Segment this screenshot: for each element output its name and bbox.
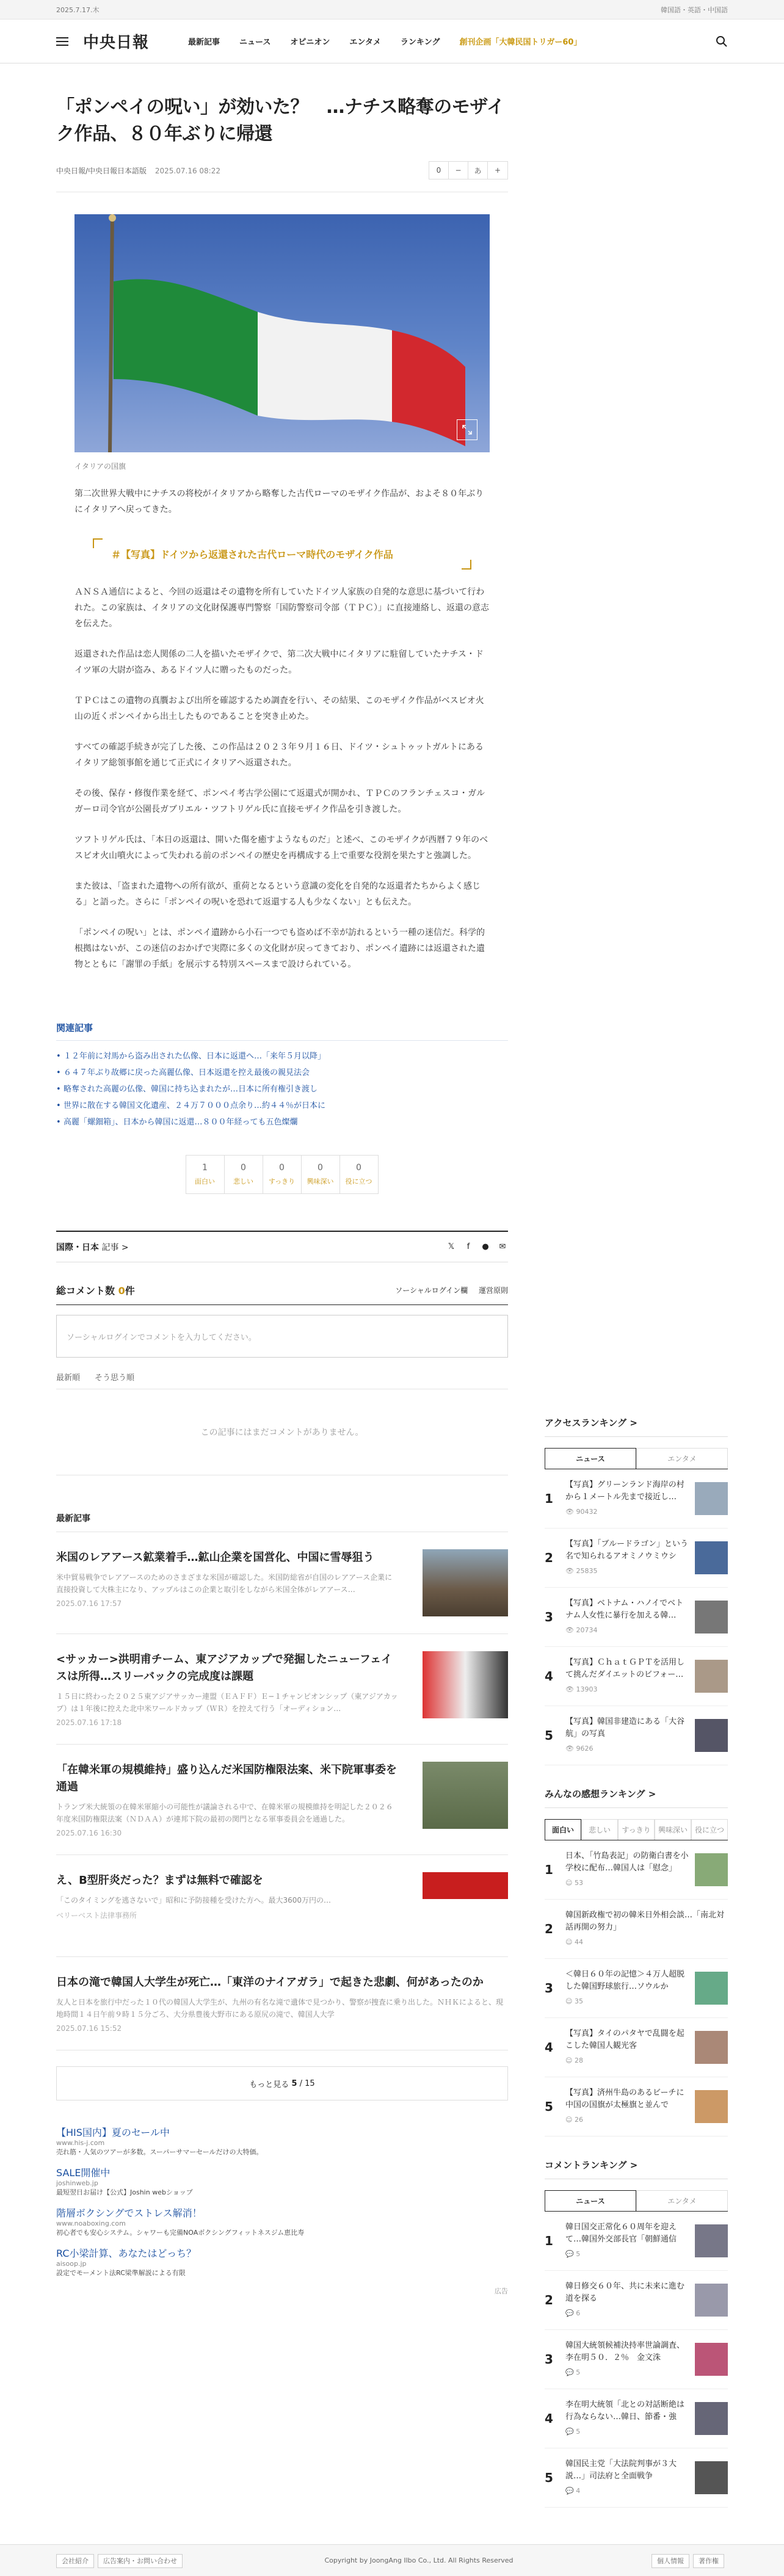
tab-interesting[interactable]: 興味深い: [655, 1819, 691, 1840]
ranking-item[interactable]: 1 日本、「竹島表記」の防衛白書を小学校に配布…韓国人は「慰念」 ☺ 53: [545, 1840, 728, 1900]
nav-ranking[interactable]: ランキング: [400, 38, 440, 47]
related-link[interactable]: • 略奪された高麗の仏像、韓国に持ち込まれたが…日本に所有権引き渡し: [56, 1081, 508, 1098]
site-header: [0, 20, 784, 63]
search-icon[interactable]: [716, 35, 728, 48]
article-paragraph: 返還された作品は恋人関係の二人を描いたモザイクで、第二次大戦中にイタリアに駐留していたナチス・ドイツ軍の大尉が盗み、あるドイツ人に贈ったものだった。: [74, 649, 484, 675]
tab-sad[interactable]: 悲しい: [581, 1819, 618, 1840]
ranking-item[interactable]: 5 【写真】韓国非建造にある「大谷航」の写真 👁 9626: [545, 1706, 728, 1765]
story-summary: 「このタイミングを逃さないで」昭和に予防接種を受けた方へ。最大3600万円の…: [56, 1896, 332, 1905]
story-date: 2025.07.16 16:30: [56, 1829, 122, 1837]
story-title[interactable]: <サッカー>洪明甫チーム、東アジアカップで発掘したニューフェイスは所得…スリーバックの完成度は課題: [56, 1653, 393, 1683]
article-datetime: 2025.07.16 08:22: [154, 166, 220, 175]
comment-count: 0: [118, 1285, 125, 1297]
language-links[interactable]: 韓国語・英語・中国語: [661, 5, 728, 14]
story-thumbnail[interactable]: [423, 1651, 508, 1718]
date-text: 2025.7.17.木: [56, 5, 100, 14]
article-paragraph: ＡＮＳＡ通信によると、今回の返還はその遺物を所有していたドイツ人家族の自発的な意思に基づいて行われた。この家族は、イタリアの文化財保護専門警察「国防警察司令部（ＴＰＣ）」に直接連絡し、返還の意志を伝えた。: [74, 587, 489, 629]
site-logo[interactable]: 中央日報: [83, 34, 150, 52]
ranking-item[interactable]: 1 韓日国交正常化６０周年を迎えて…韓国外交部長官「朝鮮通信 💬 5: [545, 2212, 728, 2271]
like-button[interactable]: [429, 162, 449, 179]
italian-flag-image: [74, 214, 490, 452]
nav-opinion[interactable]: オピニオン: [290, 38, 330, 47]
rules-link[interactable]: 運営原則: [478, 1286, 508, 1295]
story-item[interactable]: [56, 1634, 508, 1745]
story-item[interactable]: [56, 1745, 508, 1855]
article-lead: 第二次世界大戦中にナチスの将校がイタリアから略奪した古代ローマのモザイク作品が、およそ８０年ぶりにイタリアへ戻ってきた。: [74, 489, 484, 515]
reaction-interesting[interactable]: 0 興味深い: [301, 1155, 340, 1194]
text-ad[interactable]: SALE開催中 joshinweb.jp 最短翌日お届け【公式】Joshin webショップ: [56, 2167, 193, 2196]
related-link[interactable]: • ６４７年ぶり故郷に戻った高麗仏像、日本返還を控え最後の親見法会: [56, 1065, 508, 1081]
related-link[interactable]: • 高麗「螺鈿箱」、日本から韓国に返還…８００年経っても五色燦爛: [56, 1114, 508, 1131]
more-total: 15: [305, 2079, 315, 2088]
tab-funny[interactable]: 面白い: [545, 1819, 581, 1840]
article: [56, 63, 508, 2508]
ranking-item[interactable]: 2 【写真】「ブルードラゴン」という名で知られるアオミノウミウシ 👁 25835: [545, 1529, 728, 1588]
article-paragraph: ツフトリゲル氏は、「本日の返還は、開いた傷を癒すようなものだ」と述べ、このモザイクが西暦７９年のベスビオ火山噴火によって失われる前のポンペイの歴史を再構成する上で重要な役割を果たすと強調した。: [74, 835, 488, 861]
article-paragraph: その後、保存・修復作業を経て、ポンペイ考古学公園にて返還式が開かれ、ＴＰＣのフランチェスコ・ガルガーロ司令官が公園長ガブリエル・ツフトリゲル氏に直接モザイク作品を引き渡した。: [74, 789, 485, 814]
comment-input[interactable]: [56, 1315, 508, 1358]
nav-latest[interactable]: 最新記事: [188, 38, 220, 47]
footer-about[interactable]: 会社紹介: [56, 2554, 94, 2568]
ranking-item[interactable]: 3 ＜韓日６０年の記憶＞４万人超脱した韓国野球旅行…ソウルか ☺ 35: [545, 1959, 728, 2018]
story-thumbnail[interactable]: [423, 1762, 508, 1829]
story-sponsor: ベリーベスト法律事務所: [56, 1911, 137, 1920]
article-title: 「ポンペイの呪い」が効いた？ …ナチス略奪のモザイク作品、８０年ぶりに帰還: [56, 96, 505, 145]
reaction-buttons: [56, 1155, 508, 1194]
footer-copyright[interactable]: 著作権: [693, 2554, 724, 2568]
story-item[interactable]: [56, 1957, 508, 2050]
byline: [56, 161, 508, 192]
reaction-refreshing[interactable]: 0 すっきり: [263, 1155, 302, 1194]
main-content: [0, 63, 784, 2508]
story-summary: １５日に終わった２０２５東アジアサッカー連盟（ＥＡＦＦ）Ｅ−１チャンピオンシップ（東アジアカップ）は１年後に控えた北中米ワールドカップ（ＷＲ）を控えて行う「オーディション…: [56, 1692, 398, 1713]
story-summary: 米中貿易戦争でレアアースのためのさまざまな米国が確認した。米国防総省が自国のレアアース企業に直接投資して大株主になり、アップルはこの企業と取引をしながら米国全体がレアアース…: [56, 1573, 393, 1594]
ranking-item[interactable]: 2 韓国新政権で初の韓米日外相会談…「南北対話再開の努力」 ☺ 44: [545, 1900, 728, 1959]
copyright: Copyright by JoongAng Ilbo Co., Ltd. All Rights Reserved: [324, 2556, 514, 2564]
article-paragraph: ＴＰＣはこの遺物の真贋および出所を確認するため調査を行い、その結果、このモザイク作品がベスビオ火山の近くポンペイから出土したものであることを突き止めた。: [74, 696, 484, 722]
story-date: 2025.07.16 17:57: [56, 1599, 122, 1608]
related-articles: [56, 1021, 508, 1131]
article-author: 中央日報/中央日報日本語版: [56, 166, 147, 175]
ranking-item[interactable]: 4 【写真】ＣｈａｔＧＰＴを活用して挑んだダイエットのビフォー… 👁 13903: [545, 1647, 728, 1706]
ranking-item[interactable]: 2 韓日修交６０年、共に未来に進む道を探る 💬 6: [545, 2271, 728, 2330]
ranking-item[interactable]: 5 韓国民主党「大法院判事が３大説…」司法府と全面戦争 💬 4: [545, 2448, 728, 2508]
footer-ads[interactable]: 広告案内・お問い合わせ: [98, 2554, 183, 2568]
story-date: 2025.07.16 15:52: [56, 2024, 122, 2033]
category-name[interactable]: 国際・日本: [56, 1242, 99, 1253]
share-icons: [446, 1242, 508, 1253]
related-title: 関連記事: [56, 1021, 508, 1041]
ranking-item[interactable]: 3 韓国大統領候補決持率世論調査、李在明５０．２％ 金文洙 💬 5: [545, 2330, 728, 2389]
font-decrease-icon[interactable]: −: [449, 162, 468, 179]
text-ad[interactable]: 【HIS国内】夏のセール中 www.his-j.com 売れ筋・人気のツアーが多数。スーパーサマーセールだけの大特価。: [56, 2127, 263, 2156]
text-ad[interactable]: 階層ボクシングでストレス解消！ www.noaboxing.com 初心者でも安心システム。シャワーも完備NOAボクシングフィットネスジム恵比寿: [56, 2207, 305, 2237]
article-paragraph: また彼は、「盗まれた遺物への所有欲が、重荷となるという意識の変化を自発的な返還者たちからよく感じる」と語った。さらに「ポンペイの呪いを恐れて返還する人も少なくない」とも伝えた。: [74, 881, 481, 907]
more-page: 5: [291, 2079, 297, 2088]
tab-news[interactable]: ニュース: [545, 1448, 636, 1469]
category-suffix[interactable]: 記事 >: [101, 1242, 129, 1253]
story-thumbnail[interactable]: [423, 1549, 508, 1616]
line-share-icon[interactable]: ●: [482, 1242, 489, 1251]
reaction-funny[interactable]: 1 面白い: [186, 1155, 225, 1194]
story-date: 2025.07.16 17:18: [56, 1718, 122, 1727]
story-title[interactable]: 「在韓米軍の規模維持」盛り込んだ米国防権限法案、米下院軍事委を通過: [56, 1764, 397, 1793]
comment-ranking: [545, 2158, 728, 2508]
tab-entertainment[interactable]: エンタメ: [636, 2190, 728, 2211]
ranking-item[interactable]: 4 【写真】タイのパタヤで乱闘を起こした韓国人観光客 ☺ 28: [545, 2018, 728, 2077]
article-body: [56, 214, 508, 972]
hamburger-menu-icon[interactable]: [56, 37, 68, 46]
comment-sort: [56, 1371, 508, 1389]
reaction-useful[interactable]: 0 役に立つ: [339, 1155, 379, 1194]
ranking-item[interactable]: 4 李在明大統領「北との対話断絶は行為ならない…韓日、節番・強 💬 5: [545, 2389, 728, 2448]
footer-privacy[interactable]: 個人情報: [652, 2554, 689, 2568]
article-paragraph: すべての確認手続きが完了した後、この作品は２０２３年９月１６日、ドイツ・シュトゥットガルトにあるイタリア総領事館を通じて正式にイタリアへ返還された。: [74, 742, 484, 768]
comment-unit: 件: [125, 1285, 135, 1297]
ad-label: 広告: [495, 2287, 508, 2295]
comment-count-label: 総コメント数: [56, 1285, 115, 1297]
access-ranking-title[interactable]: アクセスランキング >: [545, 1416, 728, 1437]
ranking-item[interactable]: 5 【写真】済州牛島のあるビーチに中国の国旗が太極旗と並んで ☺ 26: [545, 2077, 728, 2136]
category-bar: [56, 1231, 508, 1262]
like-count: 0: [436, 166, 441, 175]
font-increase-icon[interactable]: +: [494, 166, 501, 175]
nav-special-feature[interactable]: 創刊企画「大韓民国トリガー60」: [459, 38, 582, 47]
tab-refreshing[interactable]: すっきり: [618, 1819, 655, 1840]
feeling-ranking: [545, 1787, 728, 2136]
sidebar: [545, 63, 728, 2508]
font-size-label[interactable]: あ: [468, 162, 488, 179]
article-photo[interactable]: [74, 214, 490, 452]
tab-news[interactable]: ニュース: [545, 2190, 636, 2211]
ad-story-item[interactable]: [56, 1855, 508, 1957]
comment-header: [56, 1283, 508, 1305]
story-title[interactable]: え、B型肝炎だった？まずは無料で確認を: [56, 1874, 263, 1887]
related-link[interactable]: • １２年前に対馬から盗み出された仏像、日本に返還へ…「来年５月以降」: [56, 1048, 508, 1065]
comment-ranking-title[interactable]: コメントランキング >: [545, 2158, 728, 2179]
nav-entertainment[interactable]: エンタメ: [349, 38, 381, 47]
ad-thumbnail[interactable]: [423, 1872, 508, 1939]
tab-entertainment[interactable]: エンタメ: [636, 1448, 728, 1469]
comment-placeholder: ソーシャルログインでコメントを入力してください。: [67, 1333, 256, 1342]
facebook-share-icon[interactable]: f: [466, 1242, 470, 1251]
text-ads: [56, 2125, 508, 2296]
article-paragraph: 「ポンペイの呪い」とは、ポンペイ遺跡から小石一つでも盗めば不幸が訪れるという一種の迷信だ。科学的根拠はないが、この迷信のおかげで実際に多くの文化財が戻ってきており、ポンペイ遺跡には返還された遺物とともに「謝罪の手紙」を展示する特別スペースまで設けられている。: [74, 928, 485, 969]
story-title[interactable]: 日本の滝で韓国人大学生が死亡…「東洋のナイアガラ」で起きた悲劇、何があったのか: [56, 1976, 484, 1989]
tab-useful[interactable]: 役に立つ: [691, 1819, 728, 1840]
sort-agree[interactable]: そう思う順: [95, 1373, 135, 1383]
related-link[interactable]: • 世界に散在する韓国文化遺産、２４万７０００点余り…約４４％が日本に: [56, 1098, 508, 1114]
story-summary: トランプ米大統領の在韓米軍縮小の可能性が議論される中で、在韓米軍の規模維持を明記した２０２６年度米国防権限法案（ＮＤＡＡ）が連邦下院の最初の関門となる軍事委員会を通過した。: [56, 1803, 393, 1823]
feeling-ranking-title[interactable]: みんなの感想ランキング >: [545, 1787, 728, 1808]
story-item[interactable]: [56, 1532, 508, 1634]
text-ad[interactable]: RC小梁計算、あなたはどっち？ aisoop.jp 設定でモーメント法RC梁準解説による有限: [56, 2248, 197, 2277]
ranking-item[interactable]: 3 【写真】ベトナム・ハノイでベトナム人女性に暴行を加える韓… 👁 20734: [545, 1588, 728, 1647]
top-bar: [0, 0, 784, 20]
photo-link-quote[interactable]: ＃【写真】ドイツから返還された古代ローマ時代のモザイク作品: [93, 538, 471, 570]
email-share-icon[interactable]: ✉: [499, 1242, 506, 1251]
photo-caption: イタリアの国旗: [74, 462, 126, 471]
nav-news[interactable]: ニュース: [239, 38, 271, 47]
main-nav: [188, 35, 581, 47]
story-summary: 友人と日本を旅行中だった１０代の韓国人大学生が、九州の有名な滝で遺体で見つかり、警察が捜査に乗り出した。ＮＨＫによると、現地時間１４日午前９時１５分ごろ、大分県豊後大野市にある原尻の滝で、韓国人大学: [56, 1998, 504, 2019]
more-label: もっと見る: [249, 2080, 289, 2089]
latest-title: 最新記事: [56, 1512, 508, 1532]
sort-newest[interactable]: 最新順: [56, 1373, 81, 1383]
social-login-link[interactable]: ソーシャルログイン欄: [395, 1286, 468, 1295]
more-button[interactable]: もっと見る 5 / 15: [56, 2066, 508, 2100]
reaction-sad[interactable]: 0 悲しい: [224, 1155, 263, 1194]
article-tools: [429, 161, 508, 179]
x-share-icon[interactable]: 𝕏: [448, 1242, 455, 1251]
access-ranking: [545, 1416, 728, 1765]
expand-photo-icon[interactable]: [457, 419, 477, 440]
footer: [0, 2544, 784, 2576]
story-title[interactable]: 米国のレアアース鉱業着手…鉱山企業を国営化、中国に雪辱狙う: [56, 1551, 374, 1564]
ranking-item[interactable]: 1 【写真】グリーンランド海岸の村から１メートル先まで接近し… 👁 90432: [545, 1469, 728, 1529]
comment-empty: この記事にはまだコメントがありません。: [56, 1389, 508, 1475]
